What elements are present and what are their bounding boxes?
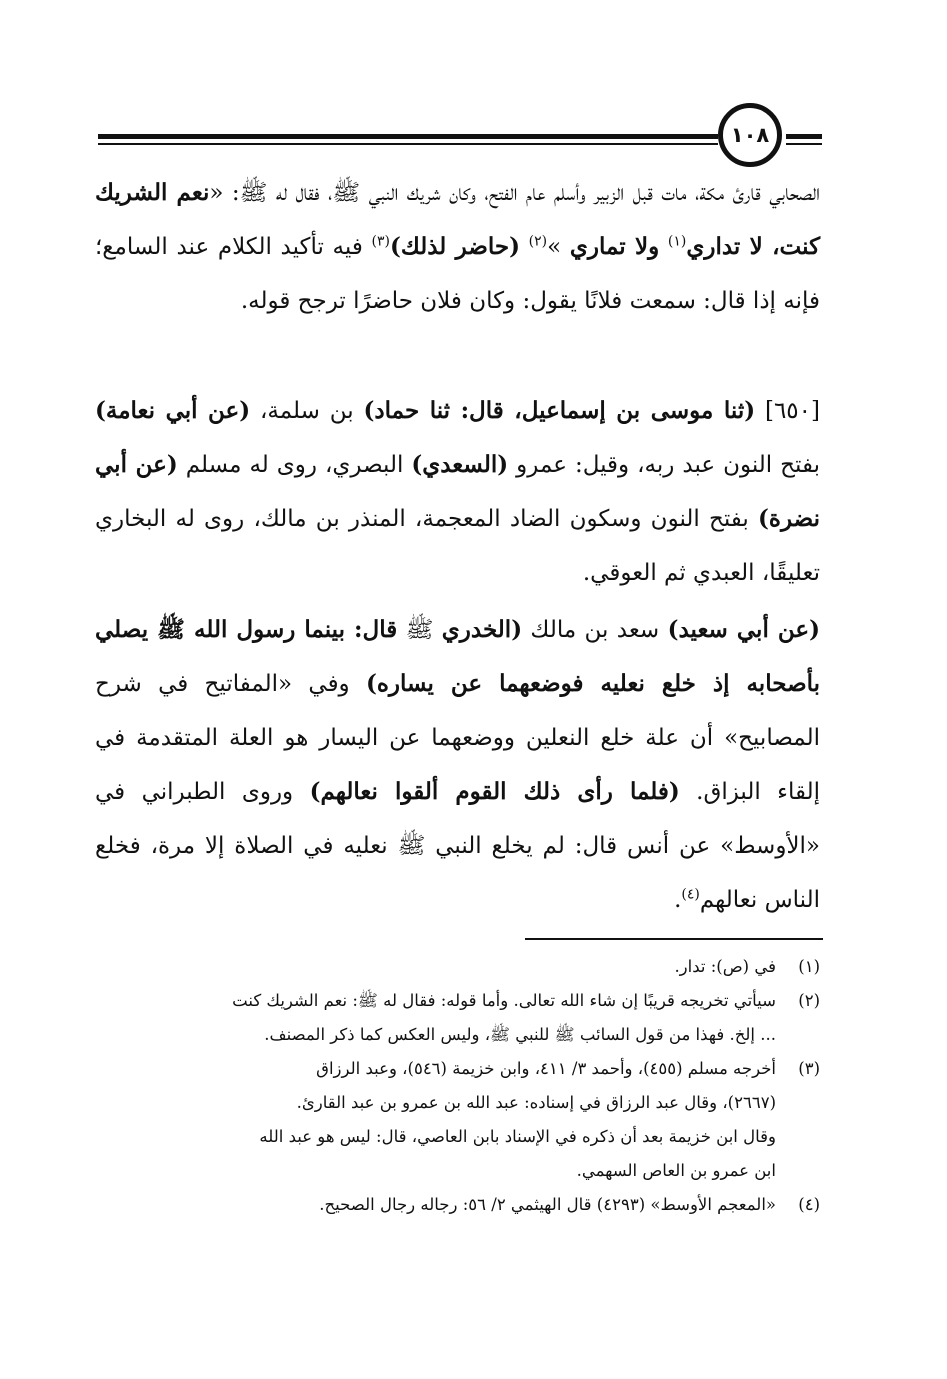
footnote-2 <box>95 984 820 1052</box>
text-run: . <box>674 887 682 913</box>
bold-run: قال: بينما رسول الله ﷺ يصلي بأصحابه إذ خلع نعليه فوضعهما عن يساره) <box>95 616 821 697</box>
header-rule-right-thin <box>786 143 822 145</box>
footnote-ref[interactable]: (٤) <box>681 886 700 903</box>
paragraph-650 <box>95 384 820 600</box>
footnote-line: ... إلخ. فهذا من قول السائب ﷺ للنبي ﷺ، وليس العكس كما ذكر المصنف. <box>264 1025 776 1044</box>
bold-run: (حاضر لذلك) <box>389 233 520 260</box>
footnote-number: (٤) <box>798 1195 820 1214</box>
footnote-line: سيأتي تخريجه قريبًا إن شاء الله تعالى. وأما قوله: فقال له ﷺ: نعم الشريك كنت <box>232 991 776 1010</box>
footnote-line: وقال ابن خزيمة بعد أن ذكره في الإسناد بابن العاصي، قال: ليس هو عبد الله <box>259 1127 776 1146</box>
hadith-number: [٦٥٠] <box>755 398 820 424</box>
text-run: الصحابي قارئ مكة، مات قبل الزبير وأسلم عام الفتح، وكان شريك النبي ﷺ، فقال له ﷺ: « <box>209 180 821 206</box>
paragraph-3-text <box>95 603 820 927</box>
text-run: بن سلمة، <box>250 398 364 424</box>
footnote-ref[interactable]: (١) <box>667 233 687 250</box>
bold-run: (عن أبي نعامة) <box>95 397 251 424</box>
footnote-1 <box>95 950 820 984</box>
header-rule <box>98 134 718 139</box>
text-run: وروى الطبراني في «الأوسط» عن أنس قال: لم يخلع النبي ﷺ نعليه في الصلاة إلا مرة، فخلع الناس نعالهم <box>95 779 820 913</box>
footnotes <box>95 950 820 1222</box>
footnote-3 <box>95 1052 820 1188</box>
page-number-badge <box>718 103 782 167</box>
text-run: البصري، روى له مسلم <box>177 452 412 478</box>
footnote-line: «المعجم الأوسط» (٤٢٩٣) قال الهيثمي ٢/ ٥٦: رجاله رجال الصحيح. <box>319 1195 776 1214</box>
paragraph-650-text <box>95 384 820 600</box>
page-number: ١٠٨ <box>730 123 770 147</box>
footnote-number: (٣) <box>798 1059 820 1078</box>
text-run: بفتح النون عبد ربه، وقيل: عمرو <box>508 452 820 478</box>
footnote-number: (٢) <box>798 991 820 1010</box>
bold-run: (الخدري <box>441 616 523 643</box>
text-run: ﷺ <box>397 617 442 643</box>
text-run: سعد بن مالك <box>522 617 668 643</box>
text-run: » <box>547 234 562 260</box>
footnote-number: (١) <box>798 957 820 976</box>
text-run: بفتح النون وسكون الضاد المعجمة، المنذر بن مالك، روى له البخاري تعليقًا، العبدي ثم العوقي. <box>95 506 820 586</box>
footnote-text <box>95 1188 776 1222</box>
header-rule-right <box>786 134 822 139</box>
footnote-ref[interactable]: (٣) <box>371 233 390 250</box>
bold-run: (السعدي) <box>411 451 509 478</box>
bold-run: (فلما رأى ذلك القوم ألقوا نعالهم) <box>309 778 680 805</box>
footnote-text <box>95 1052 776 1188</box>
bold-run: (ثنا موسى بن إسماعيل، قال: ثنا حماد) <box>363 397 756 424</box>
footnote-ref[interactable]: (٢) <box>528 233 548 250</box>
bold-run: ولا تماري <box>569 233 660 260</box>
footnote-line: (٢٦٦٧)، وقال عبد الرزاق في إسناده: عبد الله بن عمرو بن عبد القارئ. <box>296 1093 776 1112</box>
paragraph-1 <box>95 166 820 328</box>
footnote-text <box>95 984 776 1052</box>
bold-run: (عن أبي سعيد) <box>667 616 820 643</box>
footnote-separator <box>525 938 823 940</box>
text-run: وفي «المفاتيح في شرح المصابيح» أن علة خلع النعلين ووضعهما عن اليسار هو العلة المتقدمة في إلقاء البزاق. <box>95 671 821 805</box>
paragraph-3 <box>95 603 820 927</box>
footnote-text <box>95 950 776 984</box>
header-rule-thin <box>98 143 718 145</box>
footnote-line: في (ص): تدار. <box>674 957 776 976</box>
footnote-4 <box>95 1188 820 1222</box>
bold-run: (عن أبي نضرة) <box>95 451 820 532</box>
paragraph-1-text <box>95 166 820 328</box>
text-run: فيه تأكيد الكلام عند السامع؛ فإنه إذا قال: سمعت فلانًا يقول: وكان فلان حاضرًا ترجح قوله. <box>95 234 820 314</box>
footnote-line: ابن عمرو بن العاص السهمي. <box>576 1161 776 1180</box>
bold-run: نعم الشريك كنت، لا تداري <box>95 179 821 260</box>
footnote-line: أخرجه مسلم (٤٥٥)، وأحمد ٣/ ٤١١، وابن خزيمة (٥٤٦)، وعبد الرزاق <box>316 1059 776 1078</box>
